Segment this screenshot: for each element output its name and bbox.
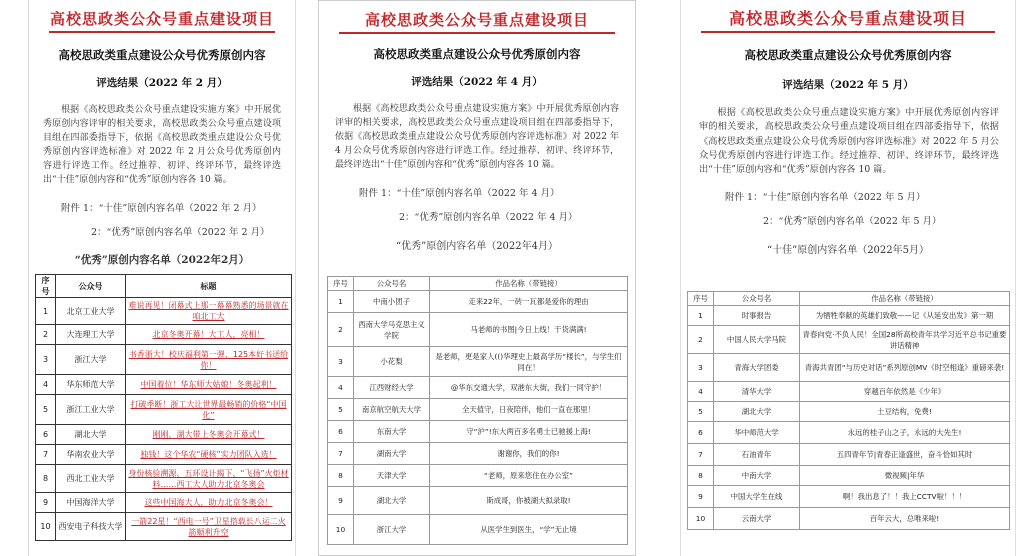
row-index: 5	[688, 402, 714, 422]
account-name: 湖北大学	[56, 425, 126, 445]
table-row	[328, 515, 628, 545]
result-heading: 评选结果（2022 年 5 月）	[782, 79, 914, 91]
article-link[interactable]: 微视频|年华	[800, 466, 1010, 486]
article-link[interactable]: 五四青年节|青春正逢盛世，奋斗恰如其时	[800, 444, 1010, 466]
account-name: 青海大学团委	[714, 354, 800, 382]
account-name: 湖北大学	[714, 402, 800, 422]
article-link[interactable]: 中国着位！华东师大姑娘！冬奥起利！	[126, 375, 292, 395]
account-name: 清华大学	[714, 382, 800, 402]
article-link[interactable]: 斯成哥，你被湖大拟录取!	[430, 487, 628, 515]
account-name: 湖北大学	[354, 487, 430, 515]
article-link[interactable]: 打破季断！浙工大让世界最畅销的价格“中国化”	[126, 395, 292, 425]
row-index: 7	[328, 443, 354, 465]
attachment-1: 附件 1：“十佳”原创内容名单（2022 年 2 月）	[61, 202, 262, 214]
row-index: 9	[36, 493, 56, 513]
account-name: 湖南大学	[354, 443, 430, 465]
row-index: 8	[36, 465, 56, 493]
doc-title: 高校思政类重点建设公众号优秀原创内容	[373, 47, 581, 61]
article-link[interactable]: 土豆结构，免费!	[800, 402, 1010, 422]
table-caption: “十佳”原创内容名单（2022年5月）	[766, 245, 930, 257]
brand-underline	[701, 31, 995, 33]
account-name: 中国人民大学马院	[714, 326, 800, 354]
result-heading: 评选结果（2022 年 4 月）	[411, 76, 543, 88]
article-link[interactable]: 永远的桂子山之子，永远的大先生!	[800, 422, 1010, 444]
row-index: 6	[328, 421, 354, 443]
account-name: 小花梨	[354, 347, 430, 377]
row-index: 1	[328, 291, 354, 313]
row-index: 9	[688, 486, 714, 508]
intro-paragraph: 根据《高校思政类公众号重点建设实施方案》中开展优秀原创内容评审的相关要求，高校思政类公众号重点建设项目组在四部委指导下，依据《高校思政类重点建设公众号优秀原创内容评选标准》对 2022 年 5 月公众号优秀原创内容进行评选工作。经过推荐、初评、终评环节，最终评选出“十佳”原创内容和“优秀”原创内容各 10 篇。	[699, 107, 999, 175]
doc-title: 高校思政类重点建设公众号优秀原创内容	[58, 48, 266, 62]
table-row	[328, 399, 628, 421]
article-link[interactable]: 守“沪”!东大两百多名勇士已驰援上海!	[430, 421, 628, 443]
row-index: 9	[328, 487, 354, 515]
row-index: 4	[36, 375, 56, 395]
row-index: 2	[328, 313, 354, 347]
document-page-may	[680, 0, 1016, 556]
account-name: 浙江大学	[56, 345, 126, 375]
col-header: 作品名称（带链接）	[800, 292, 1010, 306]
account-name: 云南大学	[714, 508, 800, 530]
account-name: 天津大学	[354, 465, 430, 487]
article-link[interactable]: 一箭22星！“西电一号”卫星搭载长八运二火箭顺利升空	[126, 513, 292, 541]
table-row	[688, 326, 1010, 354]
table-header-row	[36, 275, 292, 298]
col-header: 公众号	[56, 275, 126, 298]
results-table	[35, 274, 292, 541]
table-row	[328, 313, 628, 347]
article-link[interactable]: 百年云大，总唯来啦!	[800, 508, 1010, 530]
article-link[interactable]: 身份核验溯源、五环设计揭下、“飞扬”火炬材料……西工大人助力北京冬奥会	[126, 465, 292, 493]
table-header-row	[328, 277, 628, 291]
table-row	[36, 493, 292, 513]
article-link[interactable]: 走来22年，一砖一瓦都是爱你的理由	[430, 291, 628, 313]
row-index: 10	[328, 515, 354, 545]
table-row	[688, 444, 1010, 466]
row-index: 6	[688, 422, 714, 444]
table-row	[688, 354, 1010, 382]
row-index: 4	[688, 382, 714, 402]
table-row	[688, 382, 1010, 402]
row-index: 4	[328, 377, 354, 399]
table-row	[36, 445, 292, 465]
article-link[interactable]: 书香浙大！校庆福利第一弹，125本好书送给你！	[126, 345, 292, 375]
col-header: 序号	[688, 292, 714, 306]
brand-underline	[49, 31, 275, 33]
row-index: 3	[688, 354, 714, 382]
table-row	[36, 395, 292, 425]
account-name: 华中师范大学	[714, 422, 800, 444]
row-index: 8	[688, 466, 714, 486]
row-index: 1	[688, 306, 714, 326]
row-index: 3	[328, 347, 354, 377]
document-page-feb	[28, 0, 296, 556]
article-link[interactable]: 啊！我出息了！！我上CCTV啦！！！	[800, 486, 1010, 508]
table-row	[328, 465, 628, 487]
col-header: 标题	[126, 275, 292, 298]
article-link[interactable]: 北京冬奥开幕！大工人，亮相！	[126, 325, 292, 345]
col-header: 序号	[36, 275, 56, 298]
account-name: 西南大学马克思主义学院	[354, 313, 430, 347]
table-row	[688, 402, 1010, 422]
table-row	[328, 377, 628, 399]
table-row	[688, 422, 1010, 444]
row-index: 6	[36, 425, 56, 445]
account-name: 中国海洋大学	[56, 493, 126, 513]
row-index: 2	[688, 326, 714, 354]
article-link[interactable]: 马老师的书图|今日上线！干货满满!	[430, 313, 628, 347]
article-link[interactable]: 谢谢你，我们的你!	[430, 443, 628, 465]
account-name: 中国大学生在线	[714, 486, 800, 508]
row-index: 3	[36, 345, 56, 375]
table-row	[36, 345, 292, 375]
doc-title: 高校思政类重点建设公众号优秀原创内容	[744, 48, 952, 62]
row-index: 1	[36, 298, 56, 325]
table-row	[36, 425, 292, 445]
account-name: 石油青年	[714, 444, 800, 466]
article-link[interactable]: 青海共青团“与历史对话”系列原创MV《时空相逢》重磅来袭!	[800, 354, 1010, 382]
article-link[interactable]: @华东交通大学，双港东大街，我们一同守护！	[430, 377, 628, 399]
table-row	[328, 291, 628, 313]
document-page-apr	[318, 0, 636, 556]
table-row	[688, 508, 1010, 530]
row-index: 10	[36, 513, 56, 541]
account-name: 江西财经大学	[354, 377, 430, 399]
article-link[interactable]: “老师，原来您住在办公室”	[430, 465, 628, 487]
row-index: 10	[688, 508, 714, 530]
attachment-2: 2：“优秀”原创内容名单（2022 年 5 月）	[763, 216, 942, 228]
account-name: 中南小团子	[354, 291, 430, 313]
row-index: 5	[36, 395, 56, 425]
account-name: 华东师范大学	[56, 375, 126, 395]
account-name: 西安电子科技大学	[56, 513, 126, 541]
row-index: 2	[36, 325, 56, 345]
table-row	[36, 325, 292, 345]
result-heading: 评选结果（2022 年 2 月）	[96, 77, 228, 89]
attachment-2: 2：“优秀”原创内容名单（2022 年 2 月）	[91, 226, 270, 238]
table-row	[36, 513, 292, 541]
brand-title: 高校思政类公众号重点建设项目	[49, 10, 274, 28]
table-row	[36, 298, 292, 325]
table-header-row	[688, 292, 1010, 306]
article-link[interactable]: 青春向党·不负人民！全国28所高校青年共学习近平总书记重要讲话精神	[800, 326, 1010, 354]
article-link[interactable]: 穿越百年依然是《少年》	[800, 382, 1010, 402]
col-header: 作品名称（带链接）	[430, 277, 628, 291]
account-name: 南京航空航天大学	[354, 399, 430, 421]
attachment-1: 附件 1：“十佳”原创内容名单（2022 年 4 月）	[359, 187, 560, 199]
article-link[interactable]: 从医学生到医生，“学”无止境	[430, 515, 628, 545]
attachment-1: 附件 1：“十佳”原创内容名单（2022 年 5 月）	[725, 192, 926, 204]
account-name: 中南大学	[714, 466, 800, 486]
article-link[interactable]: 刚刚，湖大带上冬奥会开幕式！	[126, 425, 292, 445]
brand-underline	[339, 32, 615, 34]
brand-title: 高校思政类公众号重点建设项目	[364, 11, 589, 29]
col-header: 序号	[328, 277, 354, 291]
col-header: 公众号名	[714, 292, 800, 306]
table-caption: “优秀”原创内容名单（2022年4月）	[395, 240, 559, 252]
table-row	[328, 347, 628, 377]
table-row	[36, 465, 292, 493]
results-table	[687, 291, 1010, 530]
table-row	[688, 466, 1010, 486]
account-name: 时事报告	[714, 306, 800, 326]
table-caption: “优秀”原创内容名单（2022年2月）	[74, 253, 250, 266]
intro-paragraph: 根据《高校思政类公众号重点建设实施方案》中开展优秀原创内容评审的相关要求，高校思政类公众号重点建设项目组在四部委指导下，依据《高校思政类重点建设公众号优秀原创内容评选标准》对 2022 年 4 月公众号优秀原创内容进行评选工作。经过推荐、初评、终评环节，最终评选出“十佳”原创内容和“优秀”原创内容各 10 篇。	[335, 104, 619, 170]
account-name: 浙江大学	[354, 515, 430, 545]
article-link[interactable]: 独钱！这个华农“硬核”实力团队入选！	[126, 445, 292, 465]
table-row	[36, 375, 292, 395]
account-name: 大连理工大学	[56, 325, 126, 345]
col-header: 公众号名	[354, 277, 430, 291]
row-index: 8	[328, 465, 354, 487]
article-link[interactable]: 是老师，更是家人(()华理史上最高学历“楼长”，与学生们同在！	[430, 347, 628, 377]
article-link[interactable]: 这些中国海大人，助力北京冬奥会！	[126, 493, 292, 513]
row-index: 7	[36, 445, 56, 465]
account-name: 华南农业大学	[56, 445, 126, 465]
table-row	[688, 306, 1010, 326]
table-row	[328, 443, 628, 465]
row-index: 7	[688, 444, 714, 466]
row-index: 5	[328, 399, 354, 421]
article-link[interactable]: 难说再见！闭幕式上那一幕幕熟悉的场景就在咱北工大	[126, 298, 292, 325]
brand-title: 高校思政类公众号重点建设项目	[728, 9, 967, 28]
account-name: 西北工业大学	[56, 465, 126, 493]
intro-paragraph: 根据《高校思政类公众号重点建设实施方案》中开展优秀原创内容评审的相关要求，高校思政类公众号重点建设项目组在四部委指导下，依据《高校思政类重点建设公众号优秀原创内容评选标准》对 2022 年 2 月公众号优秀原创内容进行评选工作。经过推荐、初评、终评环节，最终评选出“十佳”原创内容和“优秀”原创内容各 10 篇。	[43, 105, 281, 185]
attachment-2: 2：“优秀”原创内容名单（2022 年 4 月）	[399, 211, 578, 223]
article-link[interactable]: 全天值守，日夜陪伴，他们一直在那里！	[430, 399, 628, 421]
table-row	[328, 421, 628, 443]
article-link[interactable]: 为牺牲奉献的英雄们致敬——记《从延安出发》第一期	[800, 306, 1010, 326]
table-row	[328, 487, 628, 515]
account-name: 浙江工业大学	[56, 395, 126, 425]
results-table	[327, 276, 628, 545]
account-name: 东南大学	[354, 421, 430, 443]
table-row	[688, 486, 1010, 508]
account-name: 北京工业大学	[56, 298, 126, 325]
